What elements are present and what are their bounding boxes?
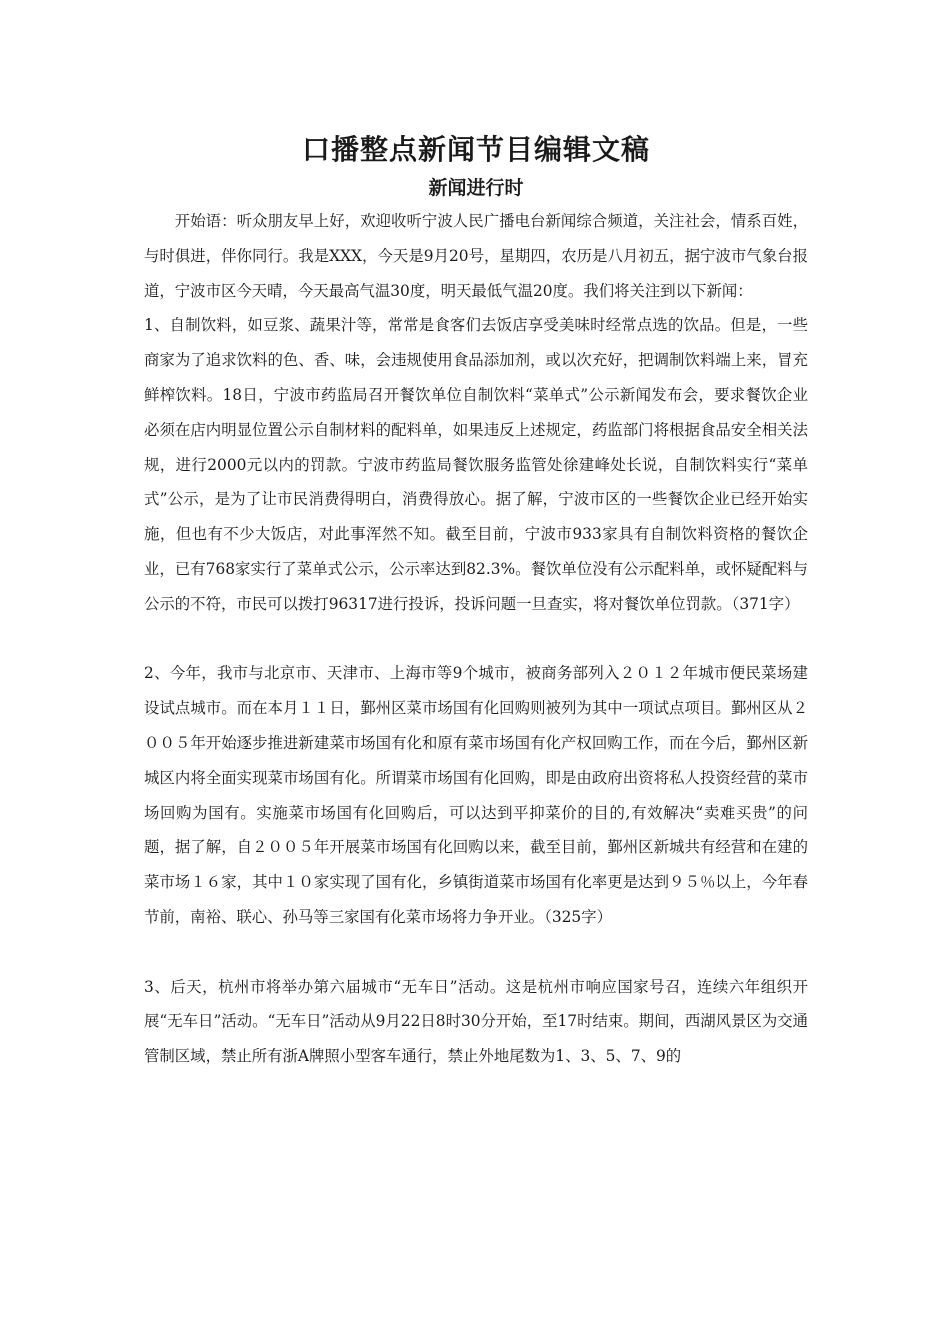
paragraph-spacer — [144, 935, 808, 970]
news-item-1: 1、自制饮料，如豆浆、蔬果汁等，常常是食客们去饭店享受美味时经常点选的饮品。但是，一些商家为了追求饮料的色、香、味，会违规使用食品添加剂，或以次充好，把调制饮料端上来，冒充鲜榨饮料。18日，宁波市药监局召开餐饮单位自制饮料“菜单式”公示新闻发布会，要求餐饮企业必须在店内明显位置公示自制材料的配料单，如果违反上述规定，药监部门将根据食品安全相关法规，进行2000元以内的罚款。宁波市药监局餐饮服务监管处徐建峰处长说，自制饮料实行“菜单式”公示，是为了让市民消费得明白，消费得放心。据了解，宁波市区的一些餐饮企业已经开始实施，但也有不少大饭店，对此事浑然不知。截至目前，宁波市933家具有自制饮料资格的餐饮企业，已有768家实行了菜单式公示，公示率达到82.3%。餐饮单位没有公示配料单，或怀疑配料与公示的不符，市民可以拨打96317进行投诉，投诉问题一旦查实，将对餐饮单位罚款。（371字） — [144, 316, 808, 613]
paragraph-spacer — [144, 622, 808, 657]
document-subtitle: 新闻进行时 — [428, 177, 524, 199]
document-page — [144, 128, 808, 1074]
news-item-3: 3、后天，杭州市将举办第六届城市“无车日”活动。这是杭州市响应国家号召，连续六年组织开展“无车日”活动。“无车日”活动从9月22日8时30分开始，至17时结束。期间，西湖风景区为交通管制区域，禁止所有浙A牌照小型客车通行，禁止外地尾数为1、3、5、7、9的 — [144, 977, 808, 1066]
document-title: 口播整点新闻节目编辑文稿 — [301, 133, 650, 166]
intro-paragraph: 开始语：听众朋友早上好，欢迎收听宁波人民广播电台新闻综合频道，关注社会，情系百姓，与时俱进，伴你同行。我是XXX，今天是9月20号，星期四，农历是八月初五，据宁波市气象台报道，宁波市区今天晴，今天最高气温30度，明天最低气温20度。我们将关注到以下新闻： — [144, 212, 808, 300]
news-item-2: 2、今年，我市与北京市、天津市、上海市等9个城市，被商务部列入２０１２年城市便民菜场建设试点城市。而在本月１１日，鄞州区菜市场国有化回购则被列为其中一项试点项目。鄞州区从２００５年开始逐步推进新建菜市场国有化和原有菜市场国有化产权回购工作，而在今后，鄞州区新城区内将全面实现菜市场国有化。所谓菜市场国有化回购，即是由政府出资将私人投资经营的菜市场回购为国有。实施菜市场国有化回购后，可以达到平抑菜价的目的,有效解决“卖难买贵”的问题，据了解，自２００５年开展菜市场国有化回购以来，截至目前，鄞州区新城共有经营和在建的菜市场１６家，其中１０家实现了国有化，乡镇街道菜市场国有化率更是达到９５％以上，今年春节前，南裕、联心、孙马等三家国有化菜市场将力争开业。（325字） — [144, 664, 808, 926]
